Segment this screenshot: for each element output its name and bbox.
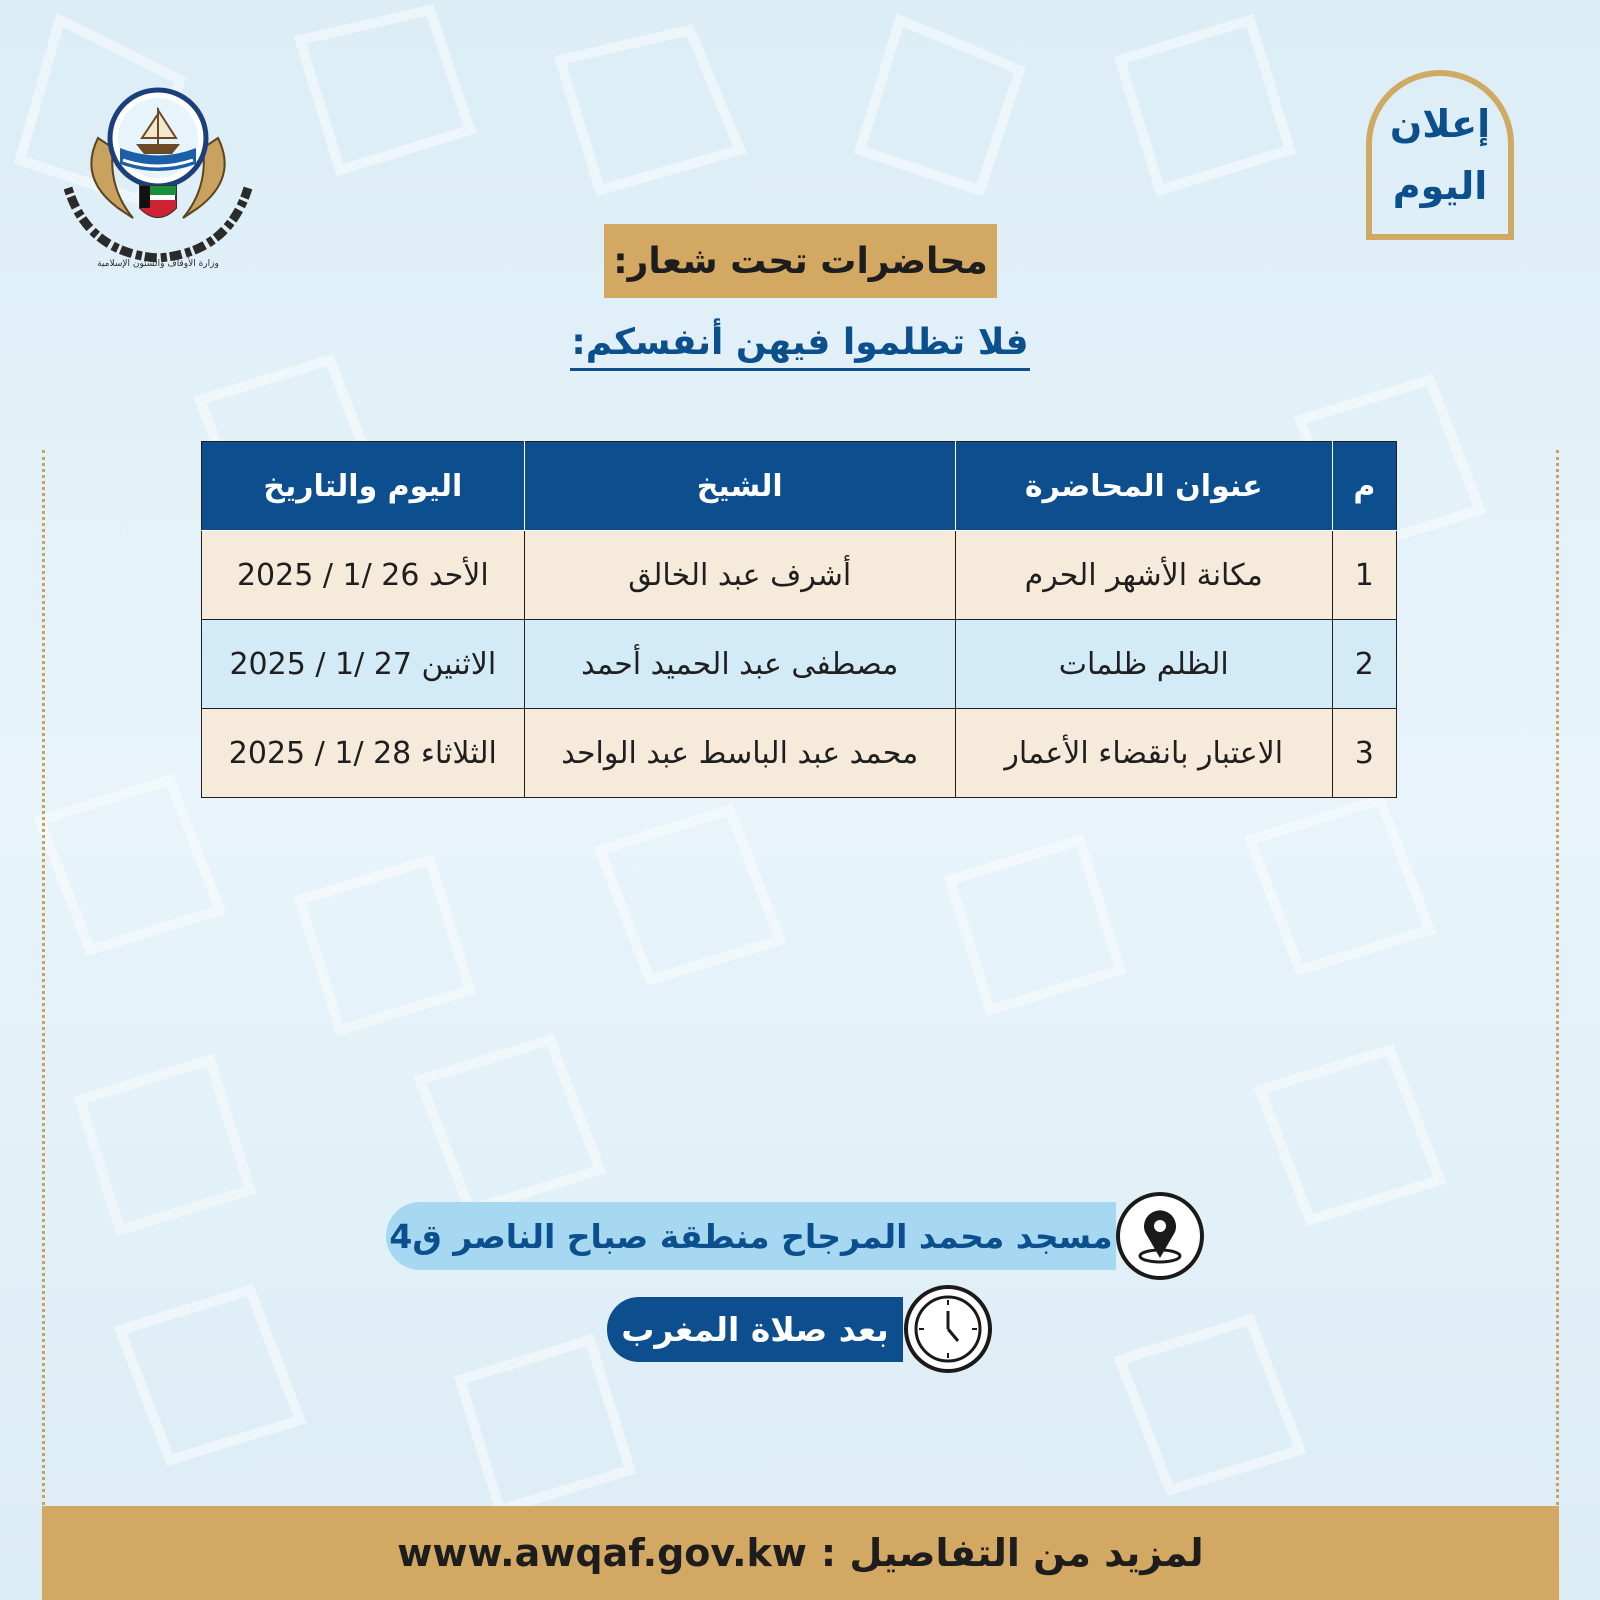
- badge-line1: إعلان: [1389, 102, 1491, 146]
- row-num: 1: [1332, 531, 1396, 620]
- kuwait-emblem-icon: [58, 68, 258, 268]
- footer-url[interactable]: www.awqaf.gov.kw: [397, 1531, 807, 1575]
- clock-icon: [902, 1283, 994, 1375]
- column-header-title: عنوان المحاضرة: [955, 442, 1332, 531]
- badge-line2: اليوم: [1392, 164, 1488, 208]
- lecture-title: الظلم ظلمات: [955, 620, 1332, 709]
- row-num: 3: [1332, 709, 1396, 798]
- column-header-sheikh: الشيخ: [524, 442, 955, 531]
- left-dotted-border: [42, 450, 45, 1505]
- column-header-num: م: [1332, 442, 1396, 531]
- location-pin-icon: [1114, 1190, 1206, 1282]
- table-header-row: [202, 442, 1397, 531]
- location-text: مسجد محمد المرجاح منطقة صباح الناصر ق4: [386, 1202, 1116, 1270]
- table-row: [202, 709, 1397, 798]
- table-row: [202, 531, 1397, 620]
- footer-label: لمزيد من التفاصيل :: [820, 1531, 1204, 1575]
- page-title: محاضرات تحت شعار:: [604, 224, 997, 298]
- lectures-table: [201, 441, 1397, 798]
- sheikh-name: أشرف عبد الخالق: [524, 531, 955, 620]
- lecture-title: الاعتبار بانقضاء الأعمار: [955, 709, 1332, 798]
- column-header-date: اليوم والتاريخ: [202, 442, 525, 531]
- announcement-badge: [1366, 70, 1514, 240]
- right-dotted-border: [1556, 450, 1559, 1505]
- row-num: 2: [1332, 620, 1396, 709]
- lecture-date: الثلاثاء 28 /1 / 2025: [202, 709, 525, 798]
- footer-bar: [42, 1506, 1559, 1600]
- page-subtitle: فلا تظلموا فيهن أنفسكم:: [571, 321, 1029, 363]
- sheikh-name: مصطفى عبد الحميد أحمد: [524, 620, 955, 709]
- ministry-name: وزارة الأوقاف والشئون الإسلامية: [97, 259, 219, 268]
- time-text: بعد صلاة المغرب: [607, 1297, 903, 1362]
- lecture-date: الأحد 26 /1 / 2025: [202, 531, 525, 620]
- subtitle-underline: [570, 368, 1030, 371]
- lecture-date: الاثنين 27 /1 / 2025: [202, 620, 525, 709]
- sheikh-name: محمد عبد الباسط عبد الواحد: [524, 709, 955, 798]
- lecture-title: مكانة الأشهر الحرم: [955, 531, 1332, 620]
- table-row: [202, 620, 1397, 709]
